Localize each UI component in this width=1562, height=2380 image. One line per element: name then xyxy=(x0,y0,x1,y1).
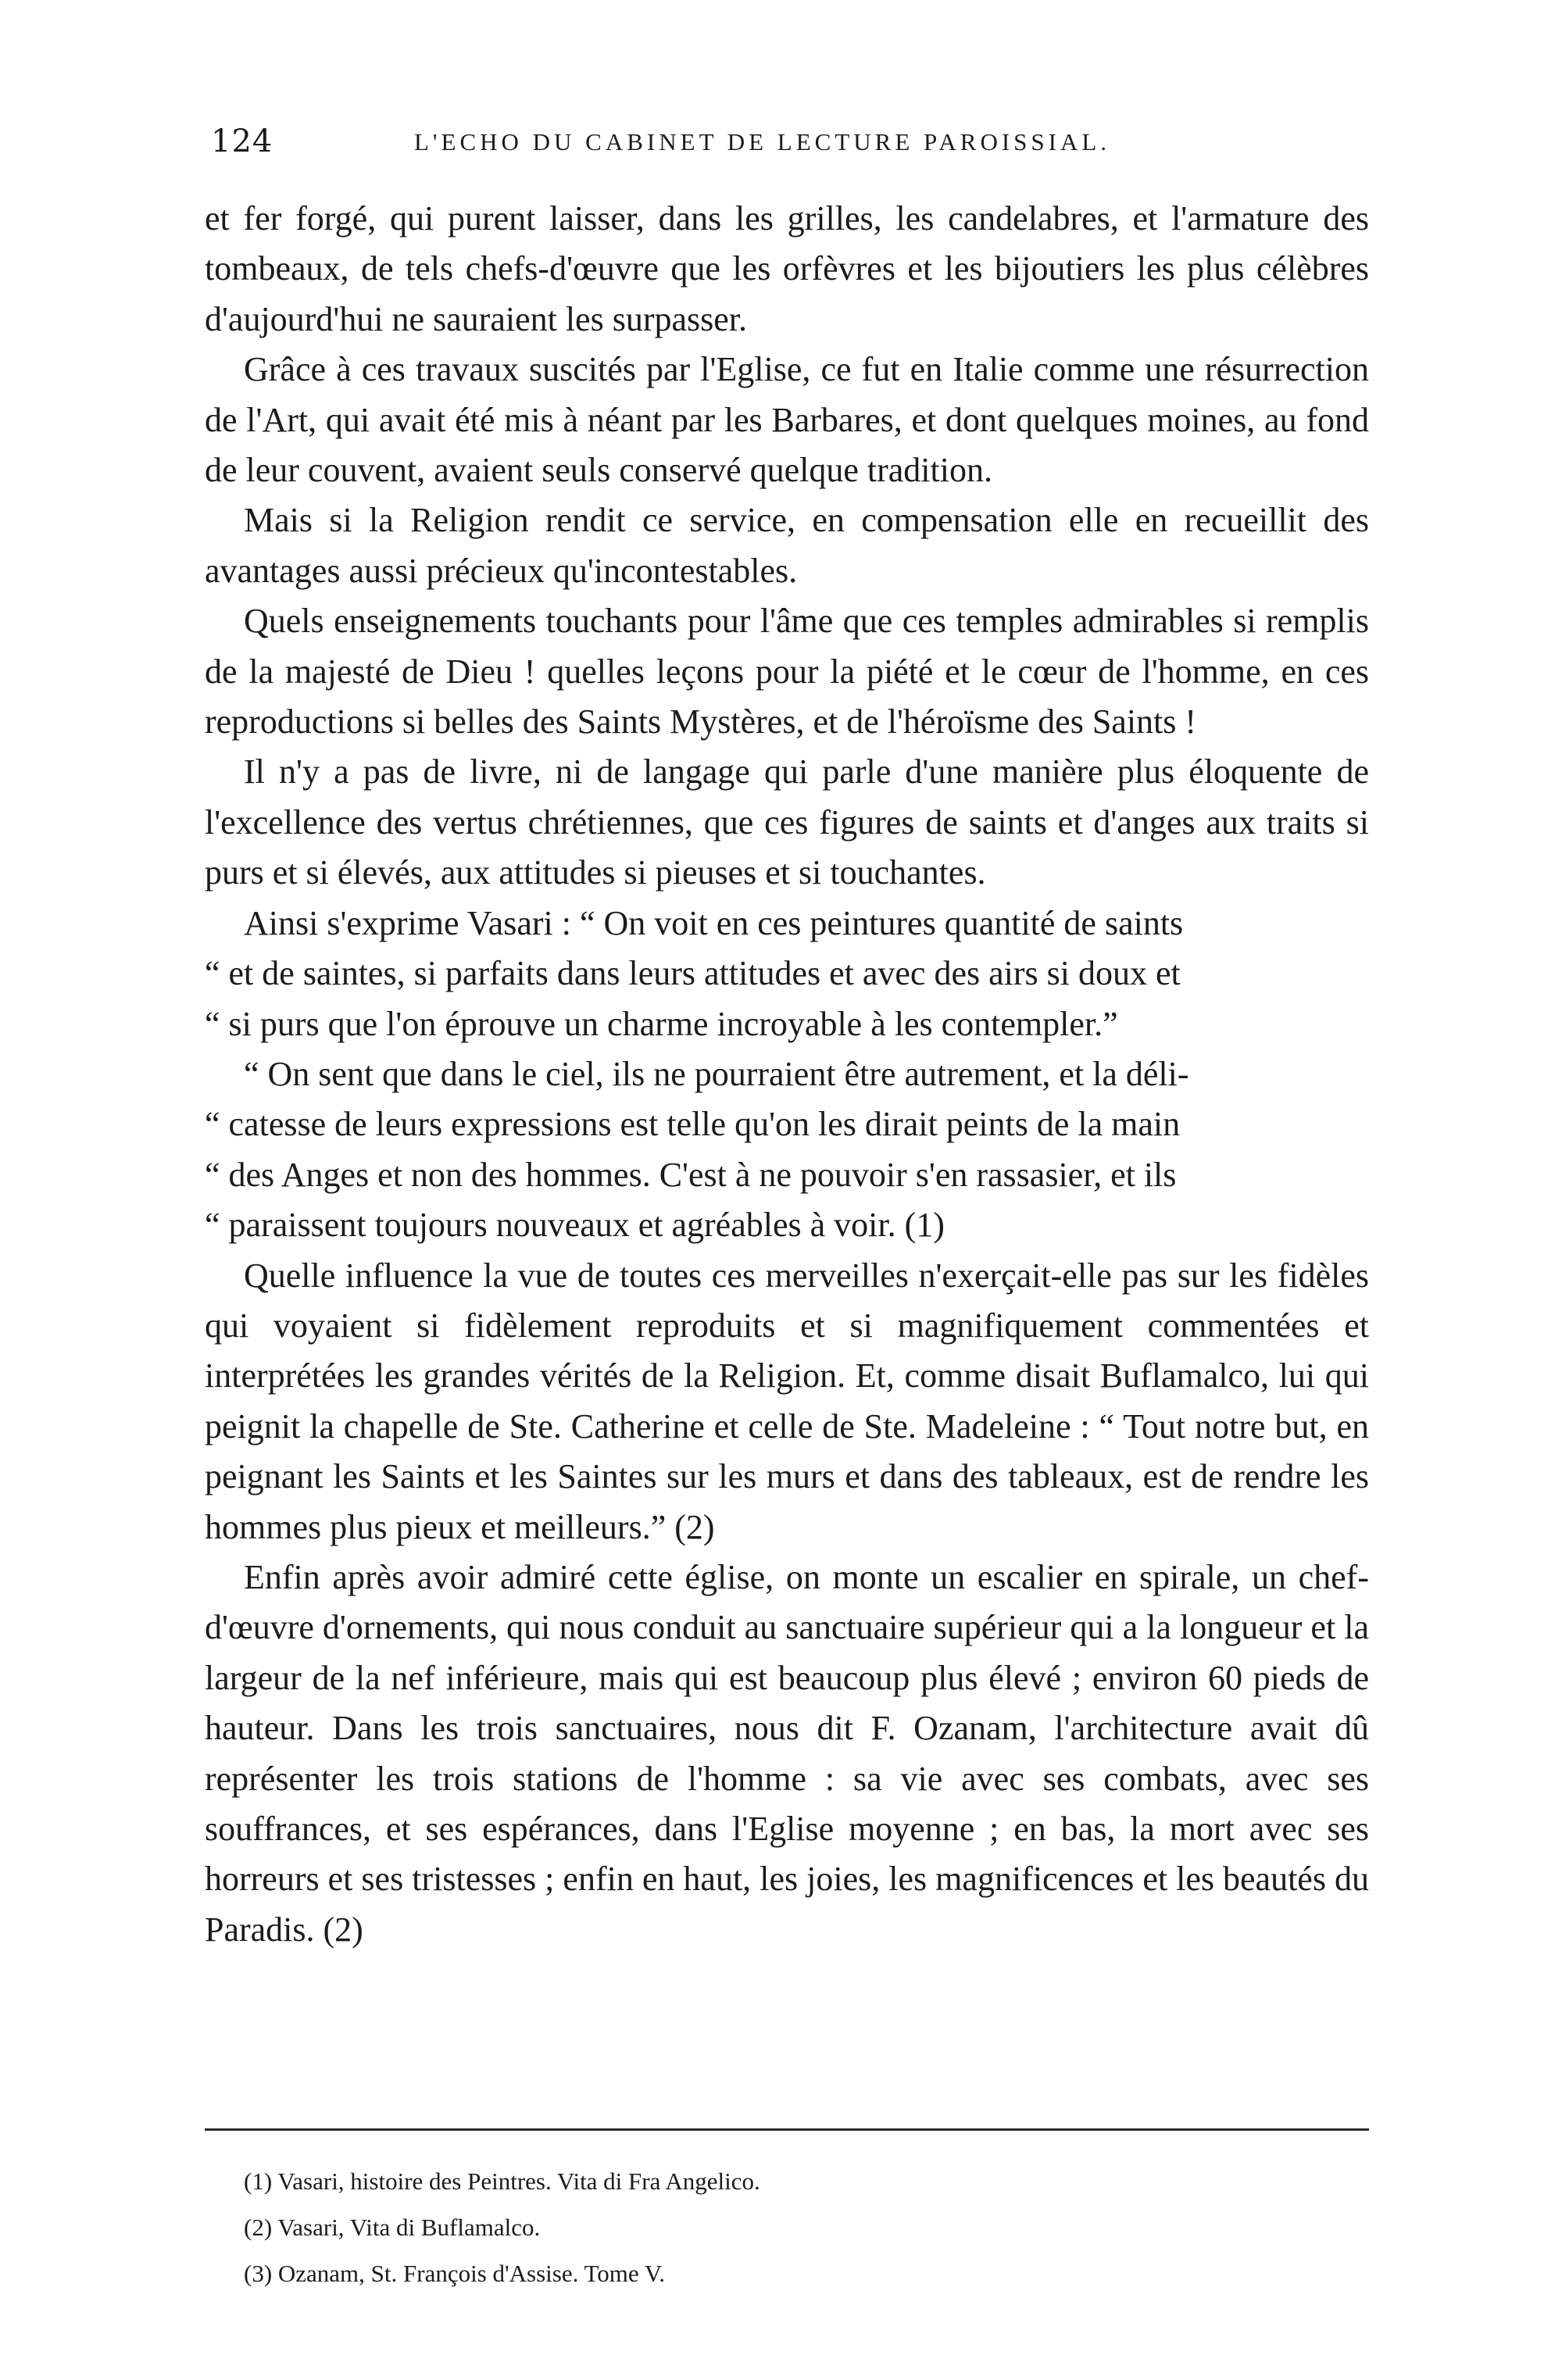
vasari-quote-1 xyxy=(205,899,1369,1049)
page-header xyxy=(211,123,1391,170)
paragraph: et fer forgé, qui purent laisser, dans les grilles, les candelabres, et l'armature des tombeaux, de tels chefs-d'œuvre que les orfèvres et les bijoutiers les plus célèbres d'aujourd'hui ne sauraient les surpasser. xyxy=(205,199,1369,338)
quote-line: “ catesse de leurs expressions est telle qu'on les dirait peints de la main xyxy=(205,1105,1181,1144)
footnote-3: (3) Ozanam, St. François d'Assise. Tome V. xyxy=(244,2260,665,2287)
footnote-2: (2) Vasari, Vita di Buflamalco. xyxy=(244,2214,541,2241)
paragraph: Enfin après avoir admiré cette église, on monte un escalier en spirale, un chef-d'œuvre d'ornements, qui nous conduit au sanctuaire supérieur qui a la longueur et la largeur de la nef inférieure, mais qui est beaucoup plus élevé ; environ 60 pieds de hauteur. Dans les trois sanctuaires, nous dit F. Ozanam, l'architecture avait dû représenter les trois stations de l'homme : sa vie avec ses combats, avec ses souffrances, et ses espérances, dans l'Eglise moyenne ; en bas, la mort avec ses horreurs et ses tristesses ; enfin en haut, les joies, les magnificences et les beautés du Paradis. (2) xyxy=(205,1557,1369,1949)
footnote-divider xyxy=(205,2128,1369,2131)
quote-line: “ si purs que l'on éprouve un charme incroyable à les contempler.” xyxy=(205,1004,1118,1043)
paragraph: Grâce à ces travaux suscités par l'Eglise, ce fut en Italie comme une résurrection de l'Art, qui avait été mis à néant par les Barbares, et dont quelques moines, au fond de leur couvent, avaient seuls conservé quelque tradition. xyxy=(205,350,1369,490)
main-text xyxy=(205,194,1369,1955)
footnotes xyxy=(244,2158,1260,2296)
quote-line: “ des Anges et non des hommes. C'est à ne pouvoir s'en rassasier, et ils xyxy=(205,1155,1177,1194)
running-title: L'ECHO DU CABINET DE LECTURE PAROISSIAL. xyxy=(414,128,1111,155)
paragraph: Quels enseignements touchants pour l'âme que ces temples admirables si remplis de la majesté de Dieu ! quelles leçons pour la piété et le cœur de l'homme, en ces reproductions si belles des Saints Mystères, et de l'héroïsme des Saints ! xyxy=(205,602,1369,742)
quote-line: Ainsi s'exprime Vasari : “ On voit en ces peintures quantité de saints xyxy=(244,903,1184,942)
page-number: 124 xyxy=(211,123,273,159)
paragraph: Il n'y a pas de livre, ni de langage qui parle d'une manière plus éloquente de l'excellence des vertus chrétiennes, que ces figures de saints et d'anges aux traits si purs et si élevés, aux attitudes si pieuses et si touchantes. xyxy=(205,752,1369,892)
quote-line: “ paraissent toujours nouveaux et agréables à voir. (1) xyxy=(205,1206,945,1245)
footnote-1: (1) Vasari, histoire des Peintres. Vita di Fra Angelico. xyxy=(244,2167,760,2195)
paragraph: Quelle influence la vue de toutes ces merveilles n'exerçait-elle pas sur les fidèles qui voyaient si fidèlement reproduits et si magnifiquement commentées et interprétées les grandes vérités de la Religion. Et, comme disait Buflamalco, lui qui peignit la chapelle de Ste. Catherine et celle de Ste. Madeleine : “ Tout notre but, en peignant les Saints et les Saintes sur les murs et dans des tableaux, est de rendre les hommes plus pieux et meilleurs.” (2) xyxy=(205,1256,1369,1546)
paragraph: Mais si la Religion rendit ce service, en compensation elle en recueillit des avantages aussi précieux qu'incontestables. xyxy=(205,501,1369,590)
vasari-quote-2 xyxy=(205,1049,1369,1251)
quote-line: “ et de saintes, si parfaits dans leurs attitudes et avec des airs si doux et xyxy=(205,954,1181,993)
quote-line: “ On sent que dans le ciel, ils ne pourraient être autrement, et la déli- xyxy=(244,1054,1189,1093)
